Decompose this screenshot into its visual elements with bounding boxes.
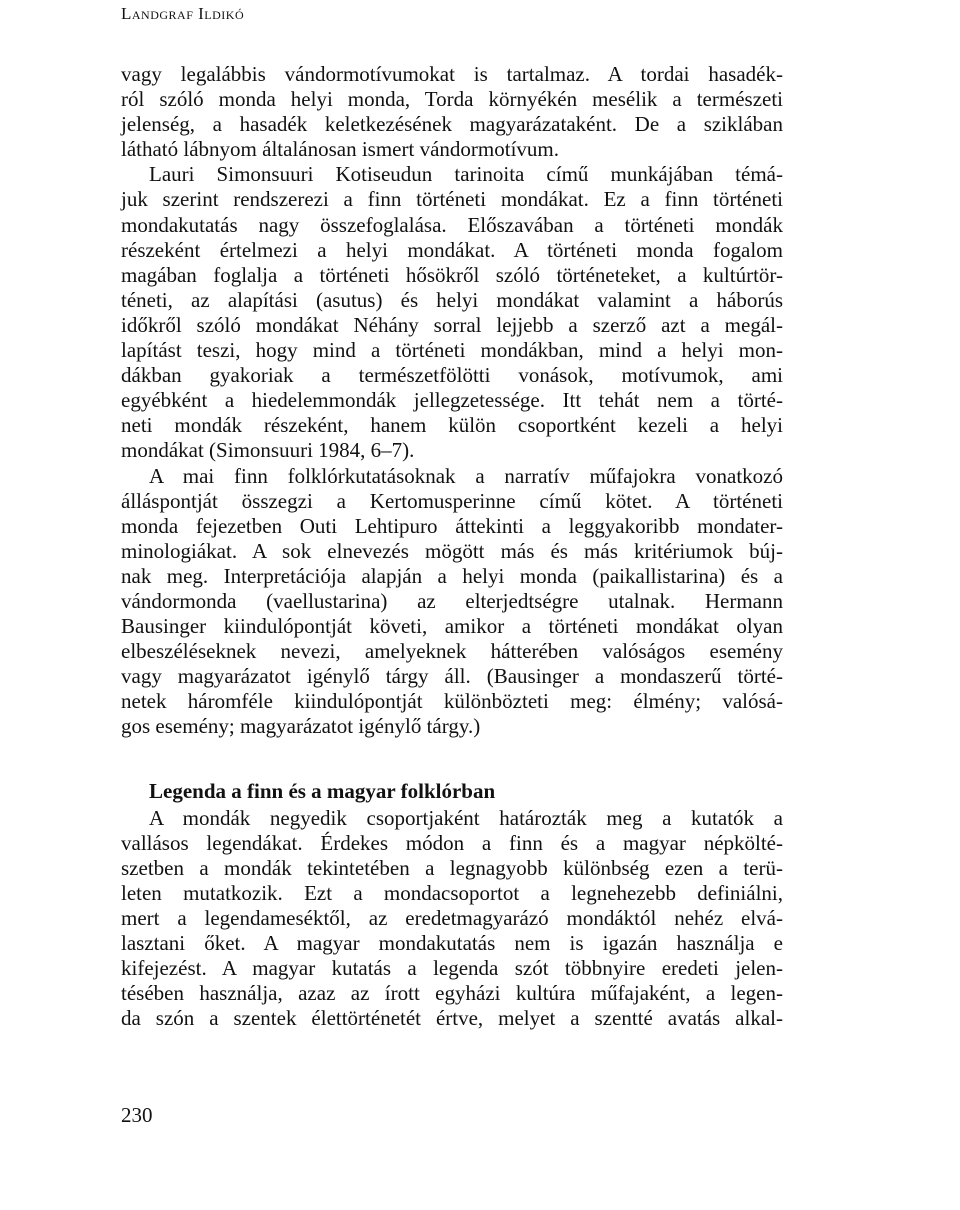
section-spacer: [121, 740, 783, 779]
text-line: neti mondák részeként, hanem külön csoportként kezeli a helyi: [121, 413, 783, 438]
paragraph-4: [121, 806, 783, 1032]
text-line: ról szóló monda helyi monda, Torda környékén mesélik a természeti: [121, 87, 783, 112]
text-line: részeként értelmezi a helyi mondákat. A történeti monda fogalom: [121, 237, 783, 262]
page-number: 230: [121, 1103, 153, 1127]
text-line: időkről szóló mondákat Néhány sorral lejjebb a szerző azt a megál-: [121, 312, 783, 337]
text-line: A mondák negyedik csoportjaként határozták meg a kutatók a: [149, 805, 783, 830]
section-heading: Legenda a finn és a magyar folklórban: [149, 778, 496, 803]
text-line: mondákat (Simonsuuri 1984, 6–7).: [121, 438, 415, 463]
text-line: egyébként a hiedelemmondák jellegzetessége. Itt tehát nem a törté-: [121, 388, 783, 413]
text-line: vagy legalábbis vándormotívumokat is tartalmaz. A tordai hasadék-: [121, 62, 783, 86]
body-text: [121, 62, 783, 1031]
paragraph-2: [121, 162, 783, 463]
text-line: vándormonda (vaellustarina) az elterjedtségre utalnak. Hermann: [121, 588, 783, 613]
text-line: Lauri Simonsuuri Kotiseudun tarinoita című munkájában témá-: [149, 162, 783, 187]
text-line: lapítást teszi, hogy mind a történeti mondákban, mind a helyi mon-: [121, 338, 783, 363]
text-line: Bausinger kiindulópontját követi, amikor a történeti mondákat olyan: [121, 614, 783, 639]
text-line: leten mutatkozik. Ezt a mondacsoportot a legnehezebb definiálni,: [121, 880, 783, 905]
text-line: monda fejezetben Outi Lehtipuro áttekinti a leggyakoribb mondater-: [121, 513, 783, 538]
text-line: lasztani őket. A magyar mondakutatás nem is igazán használja e: [121, 931, 783, 955]
text-line: minologiákat. A sok elnevezés mögött más és más kritériumok búj-: [121, 538, 783, 563]
text-line: da szón a szentek élettörténetét értve, melyet a szentté avatás alkal-: [121, 1006, 783, 1031]
text-line: álláspontját összegzi a Kertomusperinne című kötet. A történeti: [121, 488, 783, 513]
text-line: netek háromféle kiindulópontját különbözteti meg: élmény; valósá-: [121, 689, 783, 714]
text-line: szetben a mondák tekintetében a legnagyobb különbség ezen a terü-: [121, 855, 783, 880]
text-line: elbeszéléseknek nevezi, amelyeknek hátterében valóságos esemény: [121, 639, 783, 664]
text-line: dákban gyakoriak a természetfölötti vonások, motívumok, ami: [121, 363, 783, 388]
text-line: gos esemény; magyarázatot igénylő tárgy.): [121, 714, 481, 739]
text-line: látható lábnyom általánosan ismert vándormotívum.: [121, 137, 559, 162]
text-line: vagy magyarázatot igénylő tárgy áll. (Bausinger a mondaszerű törté-: [121, 664, 783, 689]
text-line: nak meg. Interpretációja alapján a helyi monda (paikallistarina) és a: [121, 563, 783, 588]
text-line: téneti, az alapítási (asutus) és helyi mondákat valamint a háborús: [121, 287, 783, 312]
text-line: mondakutatás nagy összefoglalása. Előszavában a történeti mondák: [121, 212, 783, 237]
text-line: A mai finn folklórkutatásoknak a narratív műfajokra vonatkozó: [149, 463, 783, 488]
paragraph-3: [121, 464, 783, 740]
text-line: vallásos legendákat. Érdekes módon a finn és a magyar népkölté-: [121, 830, 783, 855]
running-head: Landgraf Ildikó: [121, 4, 245, 23]
text-line: jelenség, a hasadék keletkezésének magyarázataként. De a sziklában: [121, 112, 783, 137]
text-line: tésében használja, azaz az írott egyházi kultúra műfajaként, a legen-: [121, 981, 783, 1006]
paragraph-1: [121, 62, 783, 162]
text-line: kifejezést. A magyar kutatás a legenda szót többnyire eredeti jelen-: [121, 956, 783, 981]
text-line: mert a legendameséktől, az eredetmagyarázó mondáktól nehéz elvá-: [121, 905, 783, 930]
text-line: juk szerint rendszerezi a finn történeti mondákat. Ez a finn történeti: [121, 187, 783, 212]
text-line: magában foglalja a történeti hősökről szóló történeteket, a kultúrtör-: [121, 262, 783, 287]
